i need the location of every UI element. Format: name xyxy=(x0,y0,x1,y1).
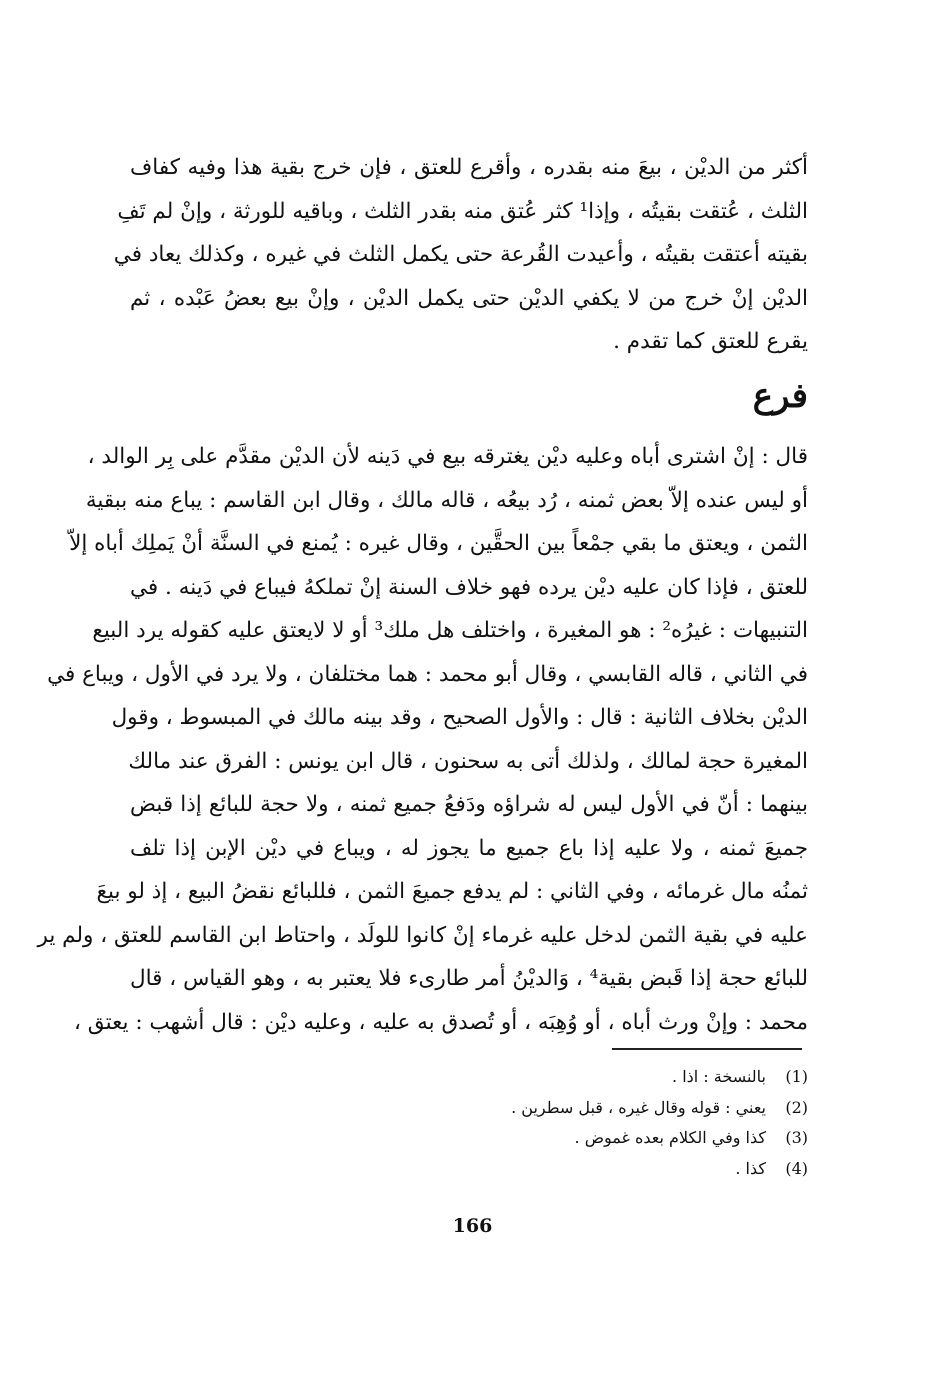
text-line: ثمنُه مال غرمائه ، وفي الثاني : لم يدفع جميعَ الثمن ، فللبائع نقضُ البيع ، إذ لو بيعَ xyxy=(96,879,808,904)
text-line: التنبيهات : غيرُه² : هو المغيرة ، واختلف هل ملك³ أو لا لايعتق عليه كقوله يرد البيع xyxy=(92,618,808,643)
footnotes xyxy=(328,1062,808,1184)
paragraph-1 xyxy=(113,146,808,364)
text-line: بينهما : أنّ في الأول ليس له شراؤه ودَفعُ جميع ثمنه ، ولا حجة للبائع إذا قبض xyxy=(130,792,808,817)
text-line: للعتق ، فإذا كان عليه ديْن يرده فهو خلاف السنة إنْ تملكهُ فيباع في دَينه . في xyxy=(130,574,808,600)
footnote-item xyxy=(328,1123,808,1154)
text-line: في الثاني ، قاله القابسي ، وقال أبو محمد : هما مختلفان ، ولا يرد في الأول ، ويباع في xyxy=(47,661,808,687)
text-line: الثلث ، عُتقت بقيتُه ، وإذا¹ كثر عُتق منه بقدر الثلث ، وباقيه للورثة ، وإنْ لم تَفِ xyxy=(117,198,808,224)
text-line: أكثر من الديْن ، بيعَ منه بقدره ، وأقرع للعتق ، فإن خرج بقية هذا وفيه كفاف xyxy=(130,155,808,180)
footnote-number: (1) xyxy=(785,1067,808,1086)
footnote-item xyxy=(328,1154,808,1185)
footnote-text: بالنسخة : اذا . xyxy=(672,1067,766,1086)
text-line: الثمن ، ويعتق ما بقي جمْعاً بين الحقَّين ، وقال غيره : يُمنع في السنَّة أنْ يَملِك أباه إلاّ xyxy=(69,531,808,556)
section-heading: فرع xyxy=(752,376,808,416)
footnote-text: كذا . xyxy=(735,1158,766,1178)
text-line: عليه في بقية الثمن لدخل عليه غرماء إنْ كانوا للولَد ، واحتاط ابن القاسم للعتق ، ولم ير xyxy=(37,922,808,948)
text-line: أو ليس عنده إلاّ بعض ثمنه ، رُد بيعُه ، قاله مالك ، وقال ابن القاسم : يباع منه ببقية xyxy=(85,487,808,513)
footnote-number: (3) xyxy=(785,1128,808,1147)
footnote-item xyxy=(328,1062,808,1093)
text-line: قال : إنْ اشترى أباه وعليه ديْن يغترقه بيع في دَينه لأن الديْن مقدَّم على بِر الوالد ، xyxy=(87,444,808,469)
footnote-text: كذا وفي الكلام بعده غموض . xyxy=(574,1128,766,1147)
footnote-text: يعني : قوله وقال غيره ، قبل سطرين . xyxy=(511,1097,766,1117)
footnote-number: (4) xyxy=(785,1158,808,1178)
footnote-item xyxy=(328,1093,808,1124)
text-line: الديْن بخلاف الثانية : قال : والأول الصحيح ، وقد بينه مالك في المبسوط ، وقول xyxy=(111,705,808,730)
page-number: 166 xyxy=(452,1215,493,1237)
text-line: المغيرة حجة لمالك ، ولذلك أتى به سحنون ، قال ابن يونس : الفرق عند مالك xyxy=(128,748,808,774)
text-line: الديْن إنْ خرج من لا يكفي الديْن حتى يكمل الديْن ، وإنْ بيع بعضُ عَبْده ، ثم xyxy=(130,285,808,311)
text-line: يقرع للعتق كما تقدم . xyxy=(613,329,808,354)
text-line: بقيته أعتقت بقيتُه ، وأعيدت القُرعة حتى يكمل الثلث في غيره ، وكذلك يعاد في xyxy=(113,242,808,267)
paragraph-2 xyxy=(37,435,809,1044)
footnote-divider xyxy=(612,1048,802,1050)
text-line: للبائع حجة إذا قَبض بقية⁴ ، وَالديْنُ أمر طارىء فلا يعتبر به ، وهو القياس ، قال xyxy=(130,966,809,991)
text-line: جميعَ ثمنه ، ولا عليه إذا باع جميع ما يجوز له ، ويباع في ديْن الإبن إذا تلف xyxy=(130,835,808,861)
footnote-number: (2) xyxy=(785,1097,808,1117)
text-line: محمد : وإنْ ورث أباه ، أو وُهِبَه ، أو تُصدق به عليه ، وعليه ديْن : قال أشهب : يعتق ، xyxy=(73,1009,808,1035)
